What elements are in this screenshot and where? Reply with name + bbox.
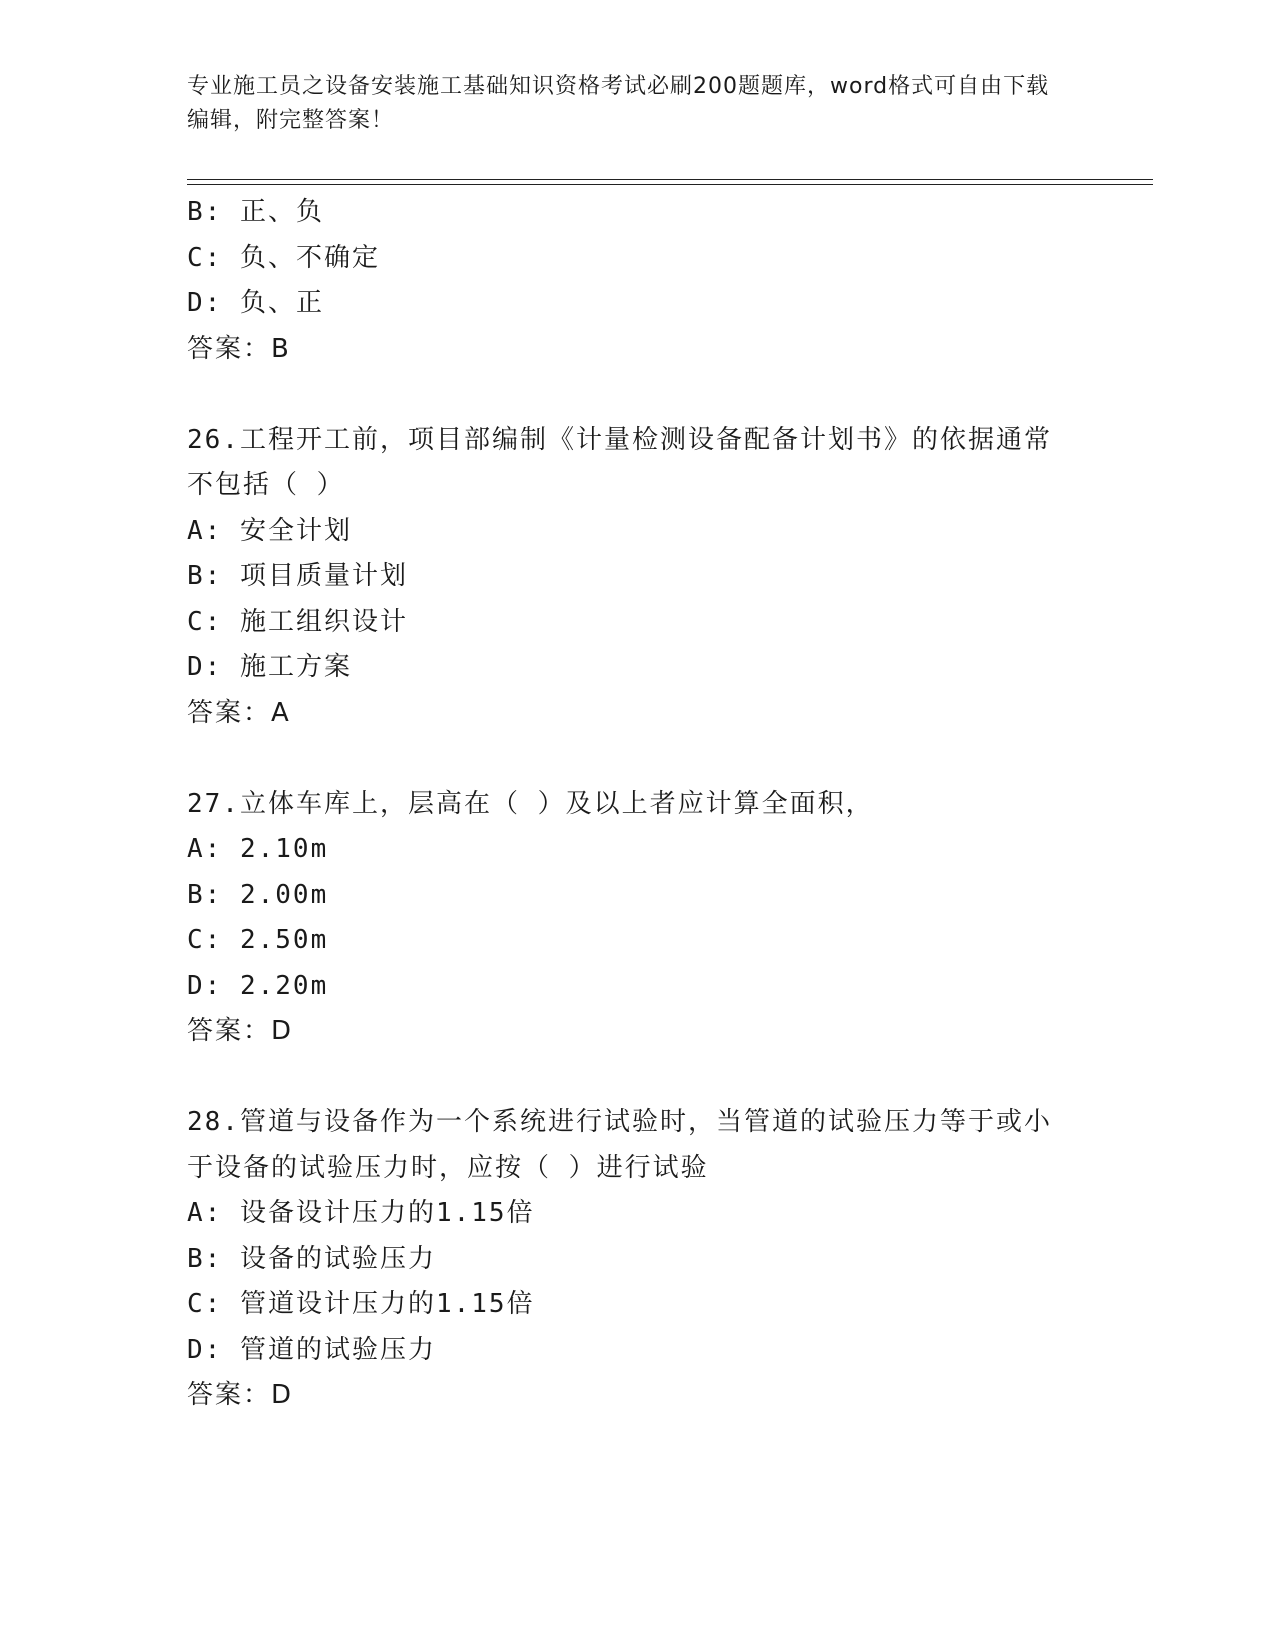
question-28: [187, 1100, 1087, 1419]
question-stem: 26.工程开工前，项目部编制《计量检测设备配备计划书》的依据通常不包括（ ）: [187, 424, 1052, 500]
spacer: [187, 372, 1087, 418]
answer-line: 答案：D: [187, 1016, 294, 1046]
option-b: B: 项目质量计划: [187, 561, 408, 591]
option-a: A: 2.10m: [187, 834, 329, 864]
question-stem: 28.管道与设备作为一个系统进行试验时，当管道的试验压力等于或小于设备的试验压力时，应按（ ）进行试验: [187, 1107, 1052, 1183]
option-c: C: 负、不确定: [187, 242, 380, 273]
spacer: [187, 1055, 1087, 1101]
header-rule-top: [187, 179, 1153, 180]
question-content: [187, 190, 1087, 1419]
page-header-title: 专业施工员之设备安装施工基础知识资格考试必刷200题题库，word格式可自由下载编辑，附完整答案！: [187, 74, 1050, 133]
spacer: [187, 736, 1087, 782]
option-c: C: 管道设计压力的1.15倍: [187, 1289, 535, 1319]
option-a: A: 设备设计压力的1.15倍: [187, 1198, 535, 1228]
question-26: [187, 418, 1087, 737]
answer-line: 答案：D: [187, 1380, 294, 1410]
option-b: B: 正、负: [187, 197, 324, 227]
answer-line: 答案：B: [187, 333, 291, 364]
option-c: C: 2.50m: [187, 925, 329, 955]
option-a: A: 安全计划: [187, 515, 352, 546]
header-rule-bottom: [187, 184, 1153, 185]
option-b: B: 设备的试验压力: [187, 1243, 436, 1274]
option-d: D: 管道的试验压力: [187, 1334, 436, 1365]
option-d: D: 施工方案: [187, 652, 352, 682]
answer-line: 答案：A: [187, 697, 291, 728]
option-d: D: 2.20m: [187, 970, 329, 1001]
question-stem: 27.立体车库上，层高在（ ）及以上者应计算全面积，: [187, 788, 874, 819]
option-d: D: 负、正: [187, 288, 324, 318]
option-b: B: 2.00m: [187, 879, 329, 910]
question-27: [187, 782, 1087, 1055]
question-25-tail: [187, 190, 1087, 372]
option-c: C: 施工组织设计: [187, 606, 408, 637]
